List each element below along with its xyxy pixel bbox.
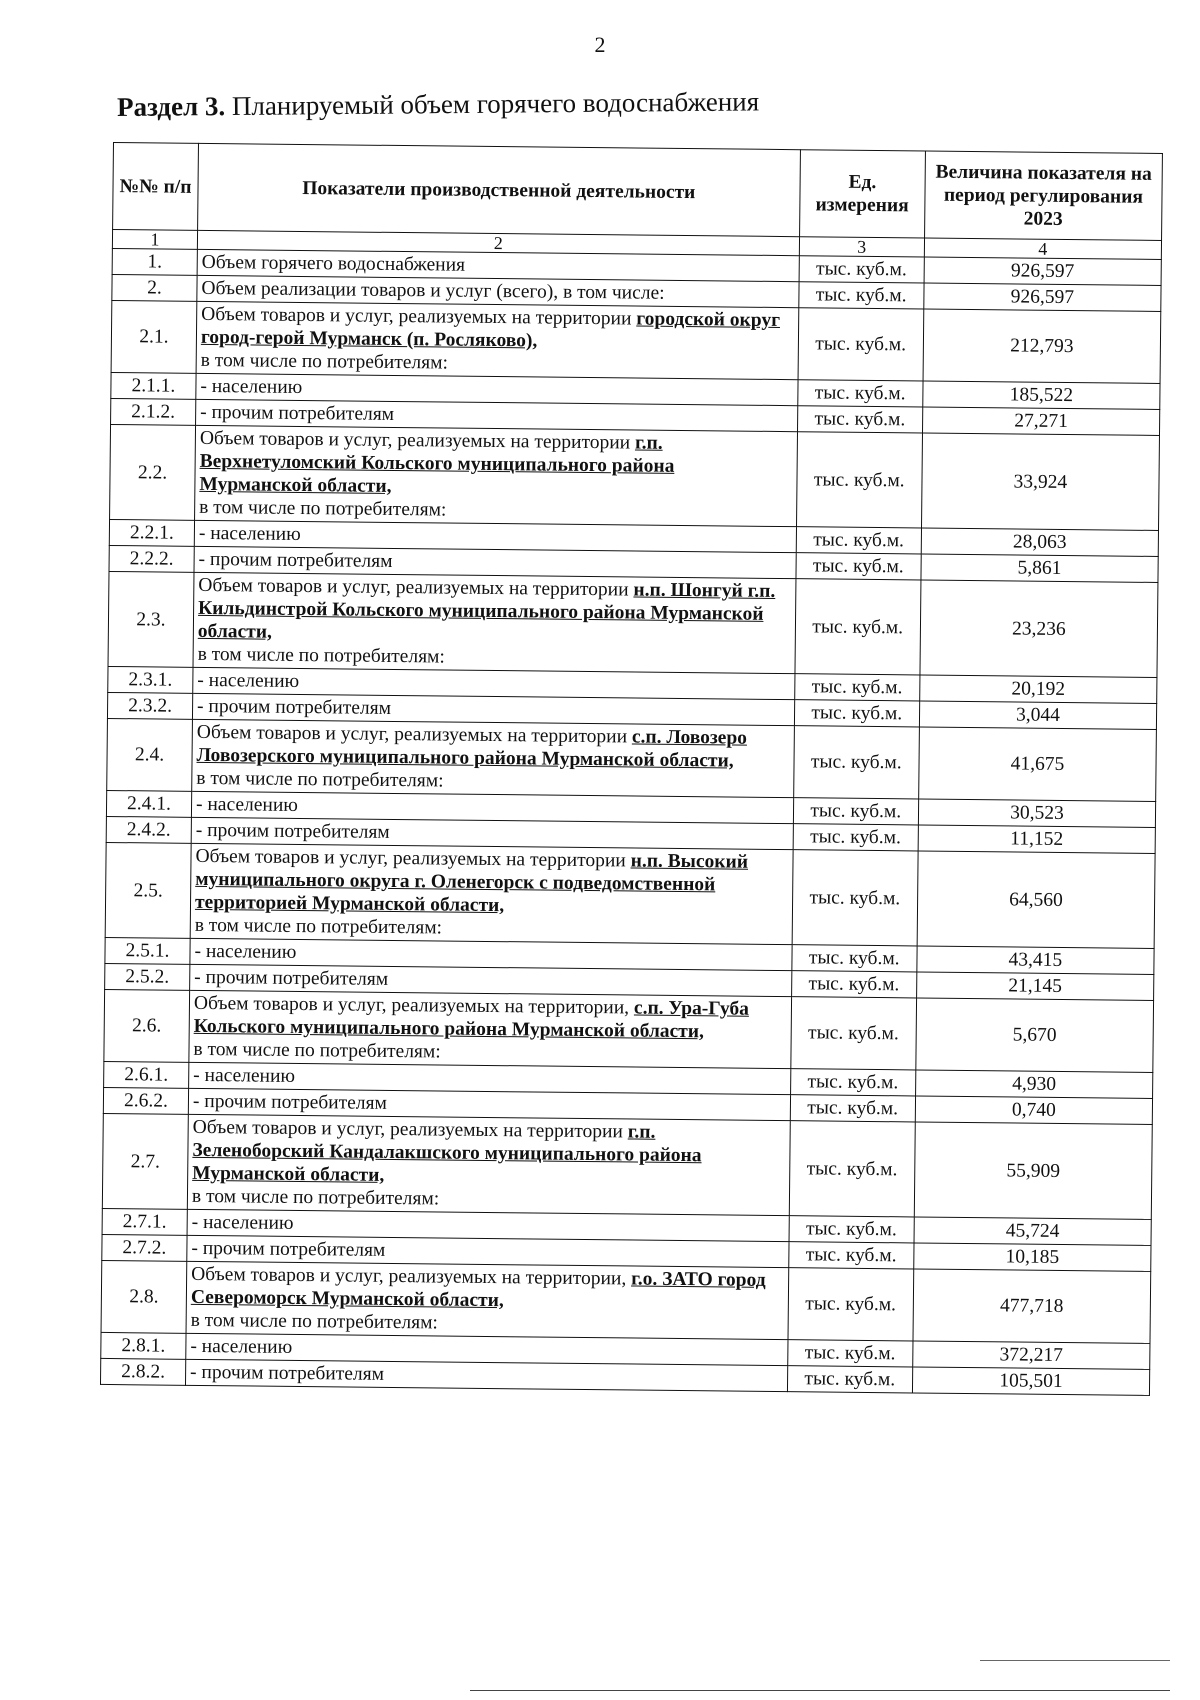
row-indicator xyxy=(192,719,794,797)
table-row xyxy=(111,300,1161,383)
table-row xyxy=(105,842,1155,948)
indicator-text: Объем товаров и услуг, реализуемых на территории xyxy=(192,1116,624,1143)
row-unit: тыс. куб.м. xyxy=(788,1268,914,1341)
column-number: 4 xyxy=(924,238,1161,259)
header-indicator: Показатели производственной деятельности xyxy=(198,143,801,236)
row-number: 2.4.2. xyxy=(106,816,191,843)
hot-water-volume-table xyxy=(100,142,1163,1396)
indicator-text: - населению xyxy=(191,1211,294,1234)
row-number: 2.1.1. xyxy=(111,372,196,399)
row-unit: тыс. куб.м. xyxy=(798,282,924,309)
row-value: 477,718 xyxy=(913,1269,1151,1343)
row-indicator xyxy=(189,990,791,1068)
row-number: 2.4. xyxy=(107,718,193,791)
row-value: 45,724 xyxy=(914,1217,1151,1245)
row-value: 33,924 xyxy=(921,433,1159,530)
indicator-text: - прочим потребителям xyxy=(189,1361,385,1385)
scan-artifact-line xyxy=(980,1660,1170,1661)
territory-name: г.п. Верхнетуломский Кольского муниципального района Мурманской области, xyxy=(199,432,675,497)
indicator-text: - прочим потребителям xyxy=(192,1090,387,1114)
indicator-subtext: в том числе по потребителям: xyxy=(200,349,449,374)
row-number: 2.2. xyxy=(110,424,196,520)
row-unit: тыс. куб.м. xyxy=(797,380,923,407)
row-unit: тыс. куб.м. xyxy=(788,1242,914,1269)
table-body xyxy=(100,248,1161,1395)
row-number: 2.3. xyxy=(108,571,194,667)
row-unit: тыс. куб.м. xyxy=(796,432,922,528)
indicator-text: Объем товаров и услуг, реализуемых на территории, xyxy=(193,992,630,1019)
territory-name: городской округ город-герой Мурманск (п. Росляково), xyxy=(200,308,781,352)
row-value: 212,793 xyxy=(923,309,1161,383)
row-number: 2.6. xyxy=(104,989,190,1062)
indicator-text: - прочим потребителям xyxy=(200,401,395,425)
indicator-subtext: в том числе по потребителям: xyxy=(199,496,447,521)
scan-artifact-line xyxy=(470,1690,1170,1691)
row-value: 30,523 xyxy=(918,799,1155,827)
column-number: 1 xyxy=(112,230,197,250)
indicator-text: Объем товаров и услуг, реализуемых на территории xyxy=(198,574,629,601)
indicator-text: Объем горячего водоснабжения xyxy=(201,251,466,276)
territory-name: н.п. Шонгуй г.п. Кильдинстрой Кольского муниципального района Мурманской области, xyxy=(197,579,776,643)
header-num: №№ п/п xyxy=(113,143,199,231)
row-value: 372,217 xyxy=(913,1341,1150,1369)
row-unit: тыс. куб.м. xyxy=(793,726,919,799)
territory-name: н.п. Высокий муниципального округа г. Оленегорск с подведомственной территорией Мурманской области, xyxy=(194,850,749,917)
indicator-text: Объем товаров и услуг, реализуемых на территории xyxy=(195,845,626,872)
column-number: 3 xyxy=(799,237,924,257)
row-value: 926,597 xyxy=(924,283,1161,311)
indicator-subtext: в том числе по потребителям: xyxy=(190,1309,438,1334)
row-indicator xyxy=(195,425,798,526)
row-number: 2.7.2. xyxy=(102,1234,187,1261)
table-row xyxy=(110,424,1160,530)
table-row xyxy=(108,571,1158,677)
row-value: 3,044 xyxy=(919,701,1156,729)
indicator-text: Объем реализации товаров и услуг (всего), в том числе: xyxy=(201,277,665,304)
row-number: 2.1. xyxy=(111,300,197,373)
header-value: Величина показателя на период регулирования 2023 xyxy=(924,151,1162,240)
row-value: 23,236 xyxy=(920,580,1158,677)
column-number: 2 xyxy=(197,230,799,255)
row-unit: тыс. куб.м. xyxy=(790,1069,916,1096)
row-unit: тыс. куб.м. xyxy=(790,997,916,1070)
row-value: 0,740 xyxy=(915,1096,1152,1124)
row-indicator xyxy=(196,301,798,379)
territory-name: г.о. ЗАТО город Североморск Мурманской области, xyxy=(190,1268,766,1312)
row-unit: тыс. куб.м. xyxy=(798,308,924,381)
row-value: 20,192 xyxy=(920,675,1157,703)
row-number: 2.2.1. xyxy=(109,519,194,546)
row-indicator xyxy=(190,843,793,944)
row-unit: тыс. куб.м. xyxy=(797,406,923,433)
row-value: 105,501 xyxy=(912,1367,1149,1395)
indicator-text: - прочим потребителям xyxy=(191,1237,386,1261)
section-title-text: Планируемый объем горячего водоснабжения xyxy=(231,86,760,121)
row-value: 21,145 xyxy=(916,972,1153,1000)
table-wrapper xyxy=(100,142,1163,1396)
indicator-text: - населению xyxy=(200,375,303,398)
row-value: 4,930 xyxy=(915,1070,1152,1098)
indicator-subtext: в том числе по потребителям: xyxy=(194,914,443,939)
indicator-text: - населению xyxy=(194,940,297,963)
indicator-subtext: в том числе по потребителям: xyxy=(193,1038,441,1063)
row-unit: тыс. куб.м. xyxy=(796,553,922,580)
indicator-text: - населению xyxy=(197,669,300,692)
section-label: Раздел 3. xyxy=(116,91,226,122)
row-unit: тыс. куб.м. xyxy=(787,1366,913,1393)
page-number: 2 xyxy=(594,32,606,57)
row-value: 185,522 xyxy=(923,381,1160,409)
row-number: 2.1.2. xyxy=(111,398,196,425)
indicator-text: - населению xyxy=(193,1064,296,1087)
row-indicator xyxy=(186,1261,788,1339)
row-number: 2. xyxy=(112,274,197,301)
row-number: 2.2.2. xyxy=(109,545,194,572)
row-number: 2.5.2. xyxy=(105,963,190,990)
row-number: 2.6.2. xyxy=(103,1087,188,1114)
table-row xyxy=(107,718,1157,801)
indicator-text: - прочим потребителям xyxy=(196,695,392,719)
row-indicator xyxy=(187,1114,790,1215)
row-unit: тыс. куб.м. xyxy=(789,1121,915,1217)
territory-name: с.п. Ура-Губа Кольского муниципального района Мурманской области, xyxy=(193,997,750,1043)
row-value: 27,271 xyxy=(922,407,1159,435)
row-number: 2.3.2. xyxy=(107,692,192,719)
section-title xyxy=(117,86,759,123)
row-number: 2.7.1. xyxy=(102,1208,187,1235)
row-unit: тыс. куб.м. xyxy=(793,824,919,851)
row-unit: тыс. куб.м. xyxy=(792,945,918,972)
indicator-subtext: в том числе по потребителям: xyxy=(191,1185,440,1210)
row-number: 2.6.1. xyxy=(104,1061,189,1088)
table-header-row xyxy=(113,143,1163,241)
row-unit: тыс. куб.м. xyxy=(793,798,919,825)
row-value: 10,185 xyxy=(914,1243,1151,1271)
row-value: 41,675 xyxy=(919,727,1157,801)
row-unit: тыс. куб.м. xyxy=(795,579,921,675)
row-value: 43,415 xyxy=(917,946,1154,974)
indicator-text: - прочим потребителям xyxy=(198,548,393,572)
row-number: 2.8. xyxy=(101,1260,187,1333)
row-value: 926,597 xyxy=(924,257,1161,285)
indicator-text: Объем товаров и услуг, реализуемых на территории xyxy=(196,721,628,748)
row-unit: тыс. куб.м. xyxy=(796,527,922,554)
indicator-subtext: в том числе по потребителям: xyxy=(196,767,444,792)
row-value: 5,670 xyxy=(916,998,1154,1072)
row-unit: тыс. куб.м. xyxy=(792,850,918,946)
row-unit: тыс. куб.м. xyxy=(790,1095,916,1122)
row-number: 2.5.1. xyxy=(105,937,190,964)
row-value: 28,063 xyxy=(921,528,1158,556)
row-indicator xyxy=(185,1359,787,1391)
indicator-text: - прочим потребителям xyxy=(194,966,389,990)
indicator-text: - населению xyxy=(190,1335,293,1358)
indicator-text: Объем товаров и услуг, реализуемых на территории xyxy=(201,303,632,330)
row-number: 2.3.1. xyxy=(108,666,193,693)
indicator-text: - прочим потребителям xyxy=(195,819,390,843)
indicator-text: Объем товаров и услуг, реализуемых на территории, xyxy=(191,1263,627,1290)
table-row xyxy=(102,1113,1152,1219)
row-unit: тыс. куб.м. xyxy=(799,256,925,283)
indicator-text: - населению xyxy=(198,522,301,545)
row-value: 64,560 xyxy=(917,851,1155,948)
territory-name: с.п. Ловозеро Ловозерского муниципального района Мурманской области, xyxy=(196,726,748,772)
indicator-text: - населению xyxy=(195,793,299,816)
row-number: 2.7. xyxy=(102,1113,188,1209)
territory-name: г.п. Зеленоборский Кандалакшского муниципального района Мурманской области, xyxy=(192,1121,702,1186)
row-number: 2.8.2. xyxy=(100,1358,185,1385)
indicator-text: Объем товаров и услуг, реализуемых на территории xyxy=(199,427,631,454)
row-indicator xyxy=(193,572,796,673)
row-unit: тыс. куб.м. xyxy=(789,1216,915,1243)
table-row xyxy=(104,989,1154,1072)
row-unit: тыс. куб.м. xyxy=(794,700,920,727)
header-unit: Ед. измерения xyxy=(799,150,925,238)
row-value: 55,909 xyxy=(914,1122,1152,1219)
row-unit: тыс. куб.м. xyxy=(787,1340,913,1367)
row-number: 2.5. xyxy=(105,842,191,938)
table-row xyxy=(101,1260,1151,1343)
row-value: 11,152 xyxy=(918,825,1155,853)
row-unit: тыс. куб.м. xyxy=(791,971,917,998)
row-unit: тыс. куб.м. xyxy=(794,674,920,701)
row-number: 2.4.1. xyxy=(106,790,191,817)
row-number: 2.8.1. xyxy=(101,1332,186,1359)
indicator-subtext: в том числе по потребителям: xyxy=(197,643,445,668)
row-number: 1. xyxy=(112,248,197,275)
row-value: 5,861 xyxy=(921,554,1158,582)
